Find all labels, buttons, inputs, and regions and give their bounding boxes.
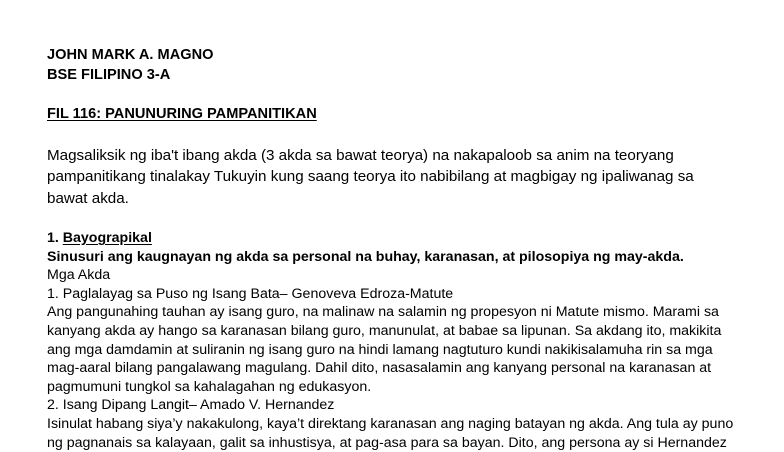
author-program: BSE FILIPINO 3-A (47, 66, 171, 83)
work-description-line: ng pagnanais sa kalayaan, galit sa inhustisya, at pag-asa para sa bayan. Dito, ang persona ay si Hernandez (47, 434, 727, 451)
author-name: JOHN MARK A. MAGNO (47, 47, 214, 63)
work-title: 1. Paglalayag sa Puso ng Isang Bata– Genoveva Edroza-Matute (47, 285, 454, 302)
section-title: Bayograpikal (62, 230, 152, 246)
instruction-paragraph (47, 145, 767, 210)
work-title: 2. Isang Dipang Langit– Amado V. Hernandez (47, 397, 335, 414)
work-description-line: ang mga damdamin at suliranin ng isang guro na hindi lamang nagtuturo kundi nakikisalamuha rin sa mga (47, 341, 713, 358)
work-description-line: Isinulat habang siya’y nakakulong, kaya’t direktang karanasan ang naging batayan ng akda. Ang tula ay puno (47, 415, 734, 432)
instruction-line: pampanitikang tinalakay Tukuyin kung saang teorya ito nabibilang at magbigay ng ipaliwanag sa (47, 168, 694, 185)
work-description-line: kanyang akda ay hango sa karanasan bilang guro, manunulat, at babae sa lipunan. Sa akdang ito, makikita (47, 322, 722, 339)
section-number: 1. (47, 230, 63, 246)
document-page (47, 46, 767, 452)
section-bayograpikal (47, 229, 767, 452)
instruction-line: bawat akda. (47, 189, 129, 207)
work-description-line: pagmumuni tungkol sa kahalagahan ng edukasyon. (47, 378, 372, 395)
instruction-line: Magsaliksik ng iba't ibang akda (3 akda sa bawat teorya) na nakapaloob sa anim na teoryang (47, 146, 674, 164)
work-description-line: mag-aaral bilang pangalawang magulang. Dahil dito, nasasalamin ang kanyang personal na karanasan at (47, 360, 712, 377)
section-heading (47, 229, 767, 248)
works-label: Mga Akda (47, 267, 111, 284)
section-definition: Sinusuri ang kaugnayan ng akda sa personal na buhay, karanasan, at pilosopiya ng may-akda. (47, 248, 684, 265)
course-title: FIL 116: PANUNURING PAMPANITIKAN (47, 106, 317, 122)
work-description-line: Ang pangunahing tauhan ay isang guro, na malinaw na salamin ng propesyon ni Matute mismo. Marami sa (47, 304, 719, 321)
